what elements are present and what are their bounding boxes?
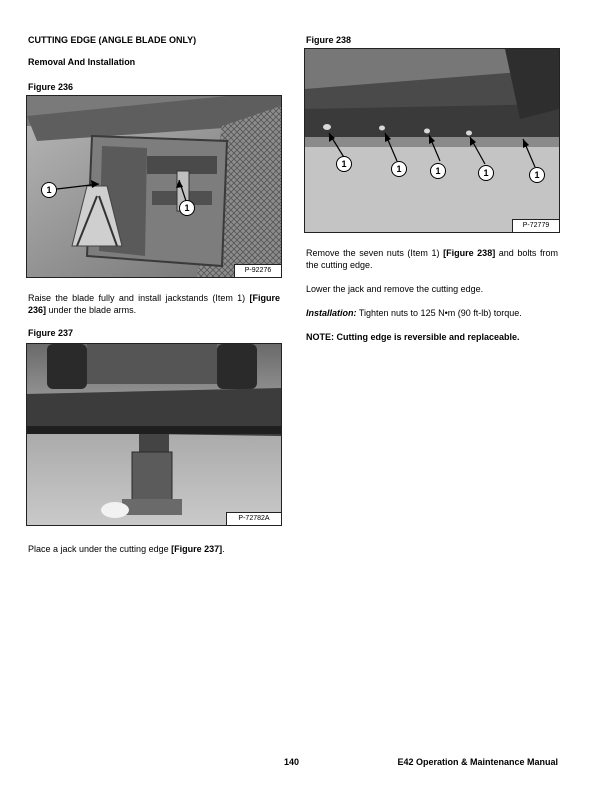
para-text: Place a jack under the cutting edge xyxy=(28,544,172,554)
right-paragraph-3 xyxy=(306,307,522,319)
figure-236-photo xyxy=(26,95,282,278)
figure-236-code: P-92276 xyxy=(234,264,281,277)
figure-238-code: P-72779 xyxy=(512,219,559,232)
figure-238-caption: Figure 238 xyxy=(306,35,352,45)
figure-238-photo xyxy=(304,48,560,233)
para-text: . xyxy=(222,544,225,554)
figure-238-callout-2: 1 xyxy=(391,161,407,177)
figure-ref: [Figure 236] xyxy=(28,293,280,315)
figure-237-photo xyxy=(26,343,282,526)
figure-237-illustration xyxy=(27,344,281,525)
figure-238-callout-3: 1 xyxy=(430,163,446,179)
right-paragraph-1 xyxy=(306,247,558,271)
para-text: Tighten nuts to 125 N•m (90 ft-lb) torque. xyxy=(356,308,522,318)
figure-ref: [Figure 238] xyxy=(443,248,496,258)
figure-236-callout-1: 1 xyxy=(41,182,57,198)
right-paragraph-2: Lower the jack and remove the cutting edge. xyxy=(306,284,484,294)
page-number: 140 xyxy=(284,757,300,767)
figure-236-caption: Figure 236 xyxy=(28,82,74,92)
figure-238-callout-5: 1 xyxy=(529,167,545,183)
para-text: Remove the seven nuts (Item 1) xyxy=(306,248,444,258)
para-text: under the blade arms. xyxy=(46,305,137,315)
para-text: Raise the blade fully and install jackstands (Item 1) xyxy=(28,293,246,303)
subsection-title: Removal And Installation xyxy=(28,57,136,67)
note: NOTE: Cutting edge is reversible and replaceable. xyxy=(306,332,520,342)
left-paragraph-2 xyxy=(28,543,225,555)
figure-238-callout-4: 1 xyxy=(478,165,494,181)
left-paragraph-1 xyxy=(28,292,280,316)
figure-238-callout-1: 1 xyxy=(336,156,352,172)
figure-236-illustration xyxy=(27,96,281,277)
figure-236-callout-2: 1 xyxy=(179,200,195,216)
section-title: CUTTING EDGE (ANGLE BLADE ONLY) xyxy=(28,35,197,45)
para-text: and bolts from the cutting edge. xyxy=(306,248,558,270)
figure-237-caption: Figure 237 xyxy=(28,328,74,338)
figure-238-illustration xyxy=(305,49,559,232)
figure-237-code: P-72782A xyxy=(226,512,281,525)
figure-ref: [Figure 237] xyxy=(171,544,223,554)
installation-label: Installation: xyxy=(306,308,357,318)
manual-title: E42 Operation & Maintenance Manual xyxy=(397,757,558,767)
